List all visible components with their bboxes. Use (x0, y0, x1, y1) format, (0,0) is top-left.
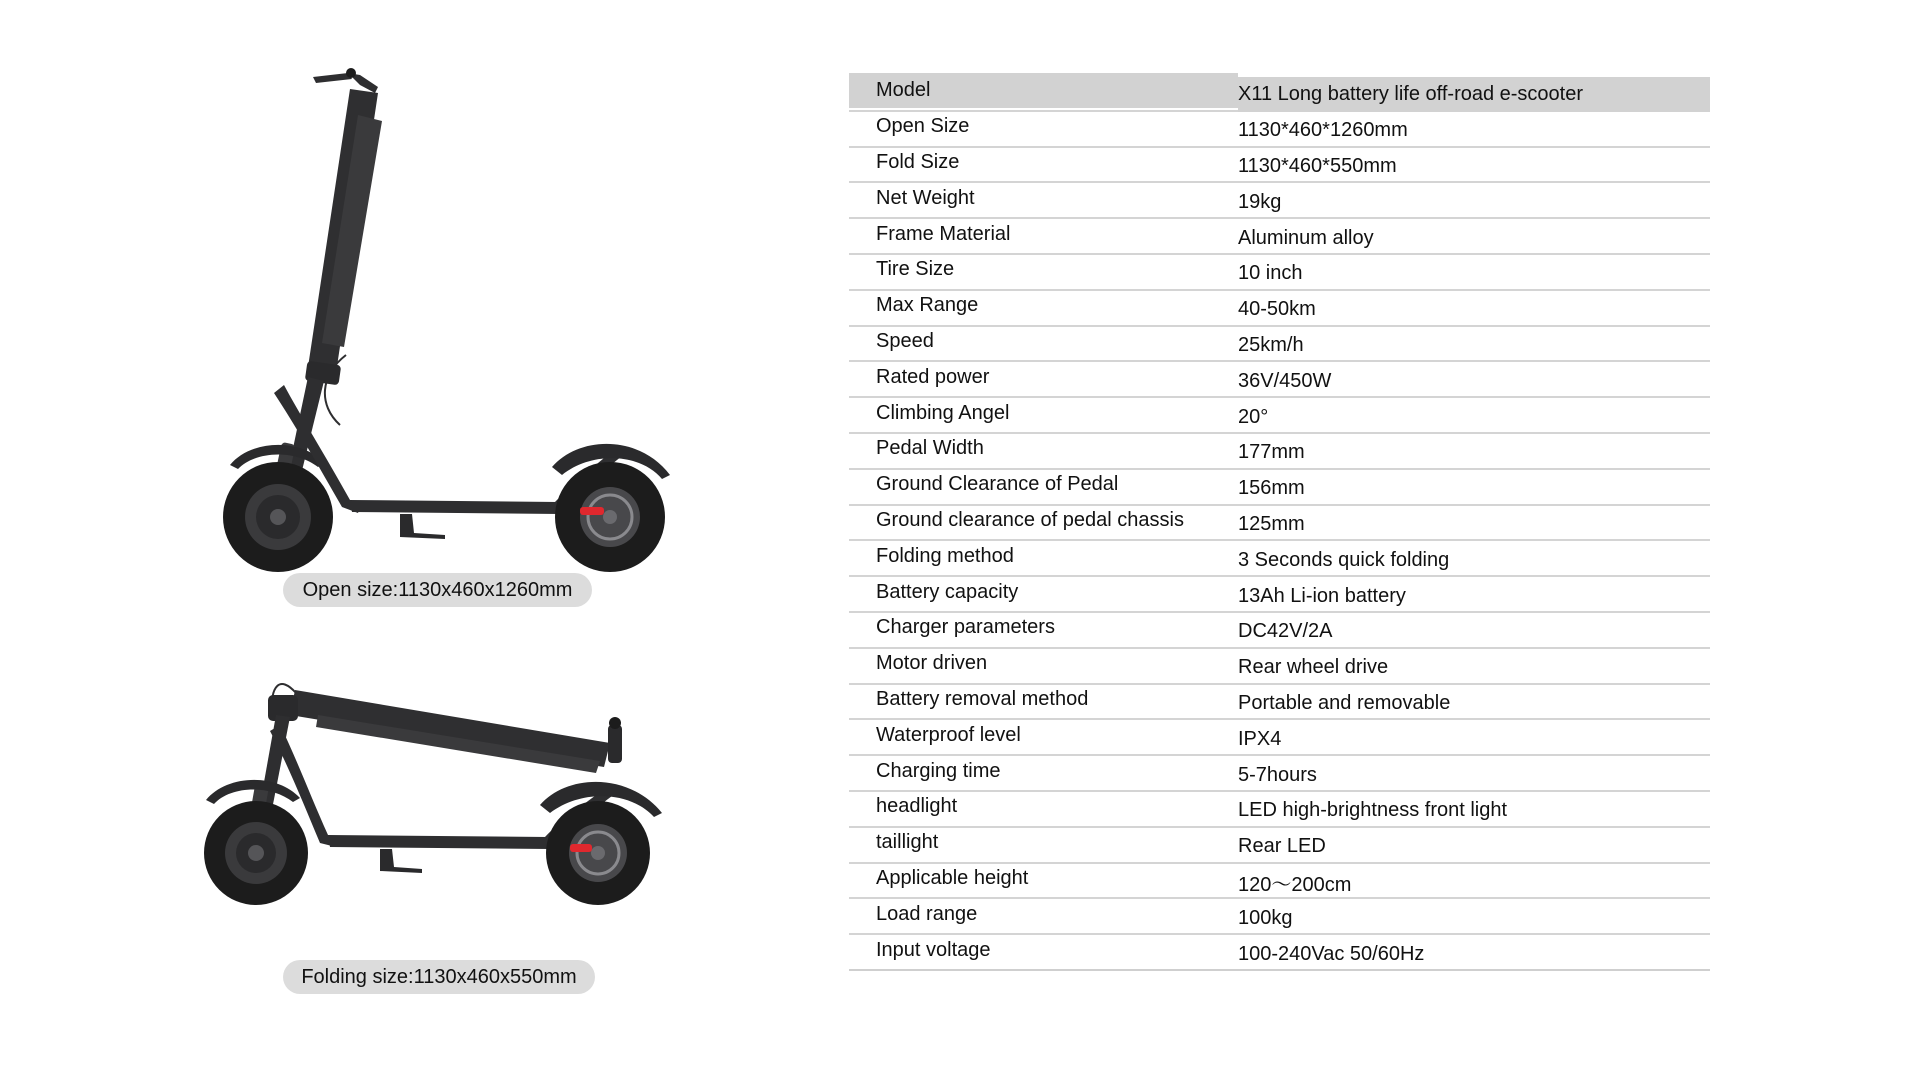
spec-value: 19kg (1238, 184, 1710, 220)
spec-label: Speed (849, 324, 1238, 360)
spec-value: Aluminum alloy (1238, 220, 1710, 256)
spec-row (849, 361, 1710, 397)
spec-label: Climbing Angel (849, 395, 1238, 431)
spec-label: Folding method (849, 538, 1238, 574)
spec-row (849, 147, 1710, 183)
spec-row (849, 719, 1710, 755)
spec-value: 1130*460*550mm (1238, 149, 1710, 185)
spec-row (849, 75, 1710, 111)
spec-label: Tire Size (849, 252, 1238, 288)
spec-label: Charger parameters (849, 610, 1238, 646)
spec-label: Waterproof level (849, 717, 1238, 753)
spec-row (849, 576, 1710, 612)
open-scooter-image (200, 55, 680, 575)
spec-value: 156mm (1238, 471, 1710, 507)
spec-label: taillight (849, 825, 1238, 861)
spec-label: Open Size (849, 109, 1238, 145)
spec-row (849, 863, 1710, 899)
spec-value: Rear LED (1238, 829, 1710, 865)
spec-label: Motor driven (849, 646, 1238, 682)
spec-label: Battery removal method (849, 682, 1238, 718)
folded-scooter-image (200, 655, 680, 905)
spec-row (849, 540, 1710, 576)
spec-label: Ground Clearance of Pedal (849, 467, 1238, 503)
spec-value: 125mm (1238, 507, 1710, 543)
spec-value: 36V/450W (1238, 363, 1710, 399)
spec-label: Pedal Width (849, 431, 1238, 467)
spec-value: IPX4 (1238, 721, 1710, 757)
spec-row (849, 433, 1710, 469)
spec-row (849, 934, 1710, 970)
spec-label: Rated power (849, 359, 1238, 395)
spec-label: Applicable height (849, 861, 1238, 897)
spec-value: 40-50km (1238, 292, 1710, 328)
spec-row (849, 290, 1710, 326)
spec-row (849, 505, 1710, 541)
spec-value: 120～200cm (1238, 865, 1710, 901)
spec-row (849, 111, 1710, 147)
spec-value: 100kg (1238, 900, 1710, 936)
spec-row (849, 218, 1710, 254)
spec-value: 3 Seconds quick folding (1238, 542, 1710, 578)
spec-label: headlight (849, 789, 1238, 825)
spec-label: Frame Material (849, 216, 1238, 252)
spec-row (849, 684, 1710, 720)
spec-value: LED high-brightness front light (1238, 793, 1710, 829)
open-size-caption: Open size:1130x460x1260mm (283, 573, 592, 607)
spec-row (849, 254, 1710, 290)
spec-row (849, 791, 1710, 827)
spec-row (849, 182, 1710, 218)
spec-value: 1130*460*1260mm (1238, 113, 1710, 149)
spec-label: Battery capacity (849, 574, 1238, 610)
spec-table (849, 75, 1710, 971)
spec-row (849, 898, 1710, 934)
spec-row (849, 755, 1710, 791)
spec-value: 177mm (1238, 435, 1710, 471)
spec-row (849, 469, 1710, 505)
spec-value: DC42V/2A (1238, 614, 1710, 650)
spec-value: 20° (1238, 399, 1710, 435)
spec-value: Rear wheel drive (1238, 650, 1710, 686)
spec-label: Net Weight (849, 180, 1238, 216)
spec-value: 5-7hours (1238, 757, 1710, 793)
spec-row (849, 612, 1710, 648)
spec-label: Charging time (849, 753, 1238, 789)
spec-label: Load range (849, 896, 1238, 932)
spec-label: Max Range (849, 288, 1238, 324)
spec-label: Model (849, 73, 1238, 109)
spec-row (849, 397, 1710, 433)
spec-label: Fold Size (849, 145, 1238, 181)
spec-value: 13Ah Li-ion battery (1238, 578, 1710, 614)
spec-value: Portable and removable (1238, 686, 1710, 722)
spec-value: 10 inch (1238, 256, 1710, 292)
folding-size-caption: Folding size:1130x460x550mm (283, 960, 595, 994)
spec-value: X11 Long battery life off-road e-scooter (1238, 77, 1710, 113)
spec-value: 25km/h (1238, 328, 1710, 364)
spec-label: Ground clearance of pedal chassis (849, 503, 1238, 539)
spec-value: 100-240Vac 50/60Hz (1238, 936, 1710, 972)
spec-row (849, 827, 1710, 863)
spec-label: Input voltage (849, 932, 1238, 968)
spec-row (849, 326, 1710, 362)
spec-row (849, 648, 1710, 684)
